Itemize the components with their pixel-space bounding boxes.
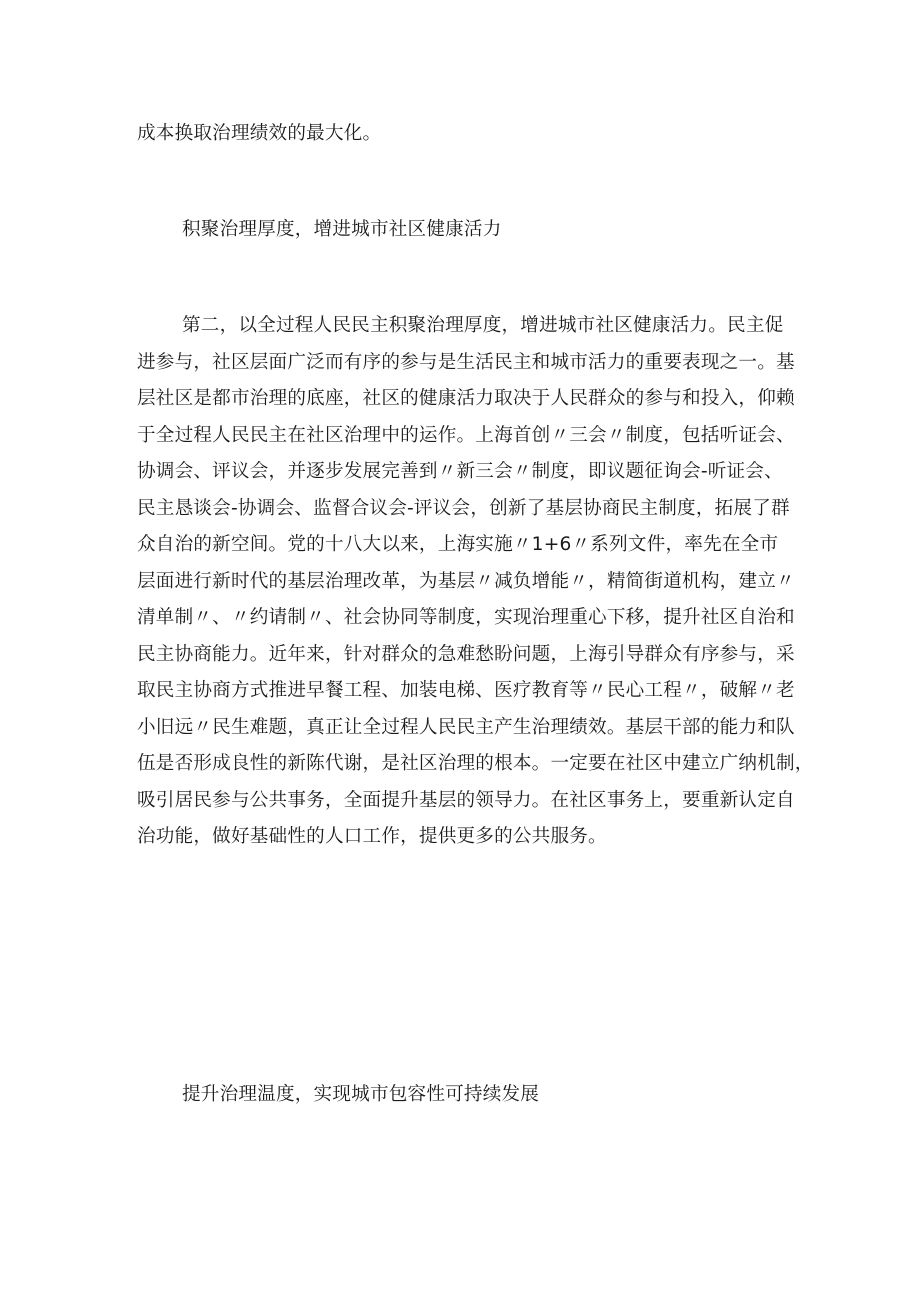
paragraph-line: 清单制〃、〃约请制〃、社会协同等制度，实现治理重心下移，提升社区自治和	[137, 607, 795, 628]
paragraph-line: 众自治的新空间。党的十八大以来，上海实施〃1+6〃系列文件，率先在全市	[137, 534, 779, 555]
body-paragraph	[137, 308, 814, 856]
paragraph-line: 民主恳谈会-协调会、监督合议会-评议会，创新了基层协商民主制度，拓展了群	[137, 497, 790, 519]
paragraph-line: 伍是否形成良性的新陈代谢，是社区治理的根本。一定要在社区中建立广纳机制，	[137, 753, 814, 774]
section-heading-1: 积聚治理厚度，增进城市社区健康活力	[182, 219, 502, 240]
paragraph-line: 于全过程人民民主在社区治理中的运作。上海首创〃三会〃制度，包括听证会、	[137, 424, 795, 446]
paragraph-line: 小旧远〃民生难题，真正让全过程人民民主产生治理绩效。基层干部的能力和队	[137, 716, 795, 738]
paragraph-line: 吸引居民参与公共事务，全面提升基层的领导力。在社区事务上，要重新认定自	[137, 789, 795, 811]
paragraph-line: 协调会、评议会，并逐步发展完善到〃新三会〃制度，即议题征询会-听证会、	[137, 461, 783, 482]
paragraph-line: 层面进行新时代的基层治理改革，为基层〃减负增能〃，精简街道机构，建立〃	[137, 570, 795, 592]
paragraph-line: 进参与，社区层面广泛而有序的参与是生活民主和城市活力的重要表现之一。基	[137, 351, 795, 373]
continuation-line: 成本换取治理绩效的最大化。	[137, 123, 382, 144]
paragraph-line: 取民主协商方式推进早餐工程、加装电梯、医疗教育等〃民心工程〃，破解〃老	[137, 680, 795, 701]
paragraph-line: 第二，以全过程人民民主积聚治理厚度，增进城市社区健康活力。民主促	[182, 315, 784, 336]
section-heading-2: 提升治理温度，实现城市包容性可持续发展	[182, 1084, 540, 1105]
paragraph-line: 治功能，做好基础性的人口工作，提供更多的公共服务。	[137, 826, 607, 847]
paragraph-line: 民主协商能力。近年来，针对群众的急难愁盼问题，上海引导群众有序参与，采	[137, 643, 795, 665]
paragraph-line: 层社区是都市治理的底座，社区的健康活力取决于人民群众的参与和投入，仰赖	[137, 388, 795, 409]
